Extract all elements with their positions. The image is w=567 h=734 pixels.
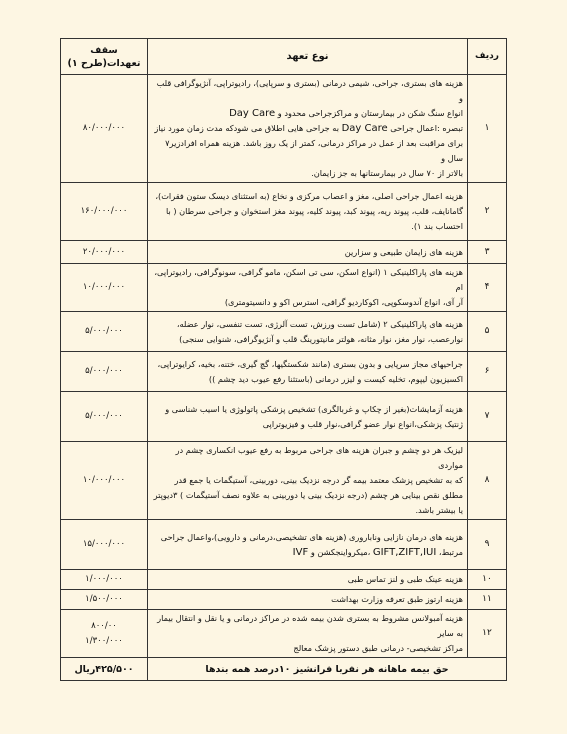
- insurance-coverage-table: [60, 38, 507, 681]
- footer-amount: ۴۲۵/۵۰۰ریال: [61, 658, 148, 681]
- desc-line: هزینه اعمال جراحی اصلی، مغز و اعصاب مرکزی و نخاع (به استثنای دیسک ستون فقرات)،: [155, 191, 463, 201]
- footer-row: [61, 658, 507, 681]
- row-cap: ۱/۰۰۰/۰۰۰: [61, 570, 148, 590]
- table-row: [61, 241, 507, 264]
- desc-line: گامانایف، قلب، پیوند ریه، پیوند کبد، پیوند کلیه، پیوند مغز استخوان و جراحی سرطان ( با: [165, 206, 463, 216]
- table-row: [61, 442, 507, 520]
- row-number: ۱: [468, 75, 507, 183]
- row-number: ۵: [468, 312, 507, 352]
- row-description: [148, 241, 468, 264]
- row-description: [148, 442, 468, 520]
- desc-line: هزینه های بستری، جراحی، شیمی درمانی (بستری و سرپایی)، رادیوتراپی، آنژیوگرافی قلب و: [156, 78, 463, 103]
- table-row: [61, 352, 507, 392]
- row-number: ۱۲: [468, 610, 507, 658]
- row-description: [148, 352, 468, 392]
- desc-line: هزینه های زایمان طبیعی و سزارین: [344, 246, 463, 257]
- desc-line: بالاتر از ۷۰ سال در بیمارستانها به جز زایمان.: [311, 168, 463, 178]
- cap-value-2: ۱/۳۰۰/۰۰۰: [85, 635, 123, 646]
- table-row: [61, 75, 507, 183]
- desc-line: هزینه عینک طبی و لنز تماس طبی: [347, 574, 463, 584]
- daycare-term: Day Care: [341, 123, 388, 134]
- table-row: [61, 570, 507, 590]
- row-number: ۱۰: [468, 570, 507, 590]
- table-row: [61, 610, 507, 658]
- desc-line: یا بیشتر باشد.: [415, 505, 463, 515]
- desc-line: هزینه آمبولانس مشروط به بستری شدن بیمه شده در مراکز درمانی و یا نقل و انتقال بیمار به سایر: [157, 613, 463, 638]
- desc-line: هزینه های پاراکلینیکی ۱ (انواع اسکن، سی تی اسکن، مامو گرافی، سونوگرافی، رادیوتراپی، ام: [154, 267, 463, 292]
- table-row: [61, 264, 507, 312]
- cap-value-1: ۸۰۰/۰۰: [91, 620, 117, 631]
- row-number: ۱۱: [468, 590, 507, 610]
- row-number: ۷: [468, 392, 507, 442]
- row-cap: ۱۵/۰۰۰/۰۰۰: [61, 520, 148, 570]
- row-number: ۳: [468, 241, 507, 264]
- row-number: ۶: [468, 352, 507, 392]
- desc-line: جراحیهای مجاز سرپایی و بدون بستری (مانند شکستگیها، گچ گیری، ختنه، بخیه، کرایوتراپی،: [157, 358, 463, 369]
- row-cap: ۸۰/۰۰۰/۰۰۰: [61, 75, 148, 183]
- desc-line: مراکز تشخیصی- درمانی طبق دستور پزشک معالج: [293, 643, 463, 653]
- table-row: [61, 312, 507, 352]
- desc-line: ژنتیک پزشکی،انواع نوار عضو گرافی،نوار قلب و فیزیوتراپی: [262, 418, 463, 429]
- row-number: ۲: [468, 183, 507, 241]
- ivf-codes: GIFT,ZIFT,IUI: [372, 546, 437, 558]
- desc-line: هزینه آزمایشات(بغیر از چکاپ و غربالگری) تشخیص پزشکی پاتولوژی یا اسیب شناسی و: [165, 403, 463, 414]
- footer-label: حق بیمه ماهانه هر نفربا فرانشیز ۱۰درصد همه بندها: [148, 658, 507, 681]
- table-row: [61, 520, 507, 570]
- header-cap-line2: تعهدات(طرح ۱): [67, 57, 141, 69]
- ivf-term: IVF: [292, 546, 309, 558]
- row-cap: ۵/۰۰۰/۰۰۰: [61, 312, 148, 352]
- desc-line: انواع سنگ شکن در بیمارستان و مراکزجراحی محدود و Day Care: [229, 108, 463, 119]
- header-row: [61, 39, 507, 75]
- row-cap: [61, 610, 148, 658]
- header-type: نوع تعهد: [148, 39, 468, 75]
- daycare-term: Day Care: [229, 108, 276, 119]
- header-cap: [61, 39, 148, 75]
- row-number: ۸: [468, 442, 507, 520]
- row-cap: ۱۰/۰۰۰/۰۰۰: [61, 264, 148, 312]
- row-description: [148, 312, 468, 352]
- row-description: [148, 392, 468, 442]
- desc-line: برای مراقبت بعد از عمل در مراکز درمانی، کمتر از یک روز باشد. هزینه همراه افرادزیر۷ سال و: [165, 138, 463, 163]
- row-cap: ۱۶۰/۰۰۰/۰۰۰: [61, 183, 148, 241]
- row-cap: ۱۰/۰۰۰/۰۰۰: [61, 442, 148, 520]
- table-row: [61, 183, 507, 241]
- row-description: [148, 264, 468, 312]
- row-description: [148, 610, 468, 658]
- row-number: ۴: [468, 264, 507, 312]
- header-row-no: ردیف: [468, 39, 507, 75]
- table-row: [61, 392, 507, 442]
- desc-line: هزینه های درمان نازایی وناباروری (هزینه های تشخیصی،درمانی و دارویی)،واعمال جراحی: [160, 531, 463, 542]
- desc-line: لیزیک هر دو چشم و جبران هزینه های جراحی مربوط به رفع عیوب انکساری چشم در مواردی: [175, 445, 463, 470]
- desc-line: احتساب بند ۱).: [411, 221, 463, 231]
- desc-line: تبصره :اعمال جراحی Day Care به جراحی هایی اطلاق می شودکه مدت زمان مورد نیاز: [154, 123, 463, 134]
- desc-line: نوارعصب، نوار مغز، نوار مثانه، هولتر مانیتورینگ قلب و آنژیوگرافی، شنوایی سنجی): [179, 333, 463, 344]
- header-cap-line1: سقف: [90, 44, 118, 56]
- row-cap: ۵/۰۰۰/۰۰۰: [61, 352, 148, 392]
- desc-line: آر آی، انواع آندوسکوپی، اکوکاردیو گرافی، استرس اکو و دانسیتومتری): [224, 297, 463, 307]
- desc-line: مرتبط، GIFT,ZIFT,IUI ،میکرواینجکشن و IVF: [292, 546, 463, 558]
- desc-line: هزینه ارتوز طبق تعرفه وزارت بهداشت: [331, 594, 463, 604]
- row-description: [148, 183, 468, 241]
- row-description: [148, 520, 468, 570]
- row-cap: ۵/۰۰۰/۰۰۰: [61, 392, 148, 442]
- desc-line: اکسیزیون لیپوم، تخلیه کیست و لیزر درمانی (باستثنا رفع عیوب دید چشم )): [208, 373, 463, 384]
- row-cap: ۲۰/۰۰۰/۰۰۰: [61, 241, 148, 264]
- desc-line: مطلق نقص بینایی هر چشم (درجه نزدیک بینی یا دوربینی به علاوه نصف آستیگمات ) ۳دیوپتر: [153, 490, 463, 500]
- row-description: [148, 570, 468, 590]
- row-description: [148, 75, 468, 183]
- desc-line: که به تشخیص پزشک معتمد بیمه گر درجه نزدیک بینی، دوربینی، آستیگمات یا جمع قدر: [174, 475, 463, 485]
- row-cap: ۱/۵۰۰/۰۰۰: [61, 590, 148, 610]
- desc-line: هزینه های پاراکلینیکی ۲ (شامل تست ورزش، تست آلرژی، تست تنفسی، نوار عضله،: [176, 318, 463, 329]
- row-number: ۹: [468, 520, 507, 570]
- table-row: [61, 590, 507, 610]
- row-description: [148, 590, 468, 610]
